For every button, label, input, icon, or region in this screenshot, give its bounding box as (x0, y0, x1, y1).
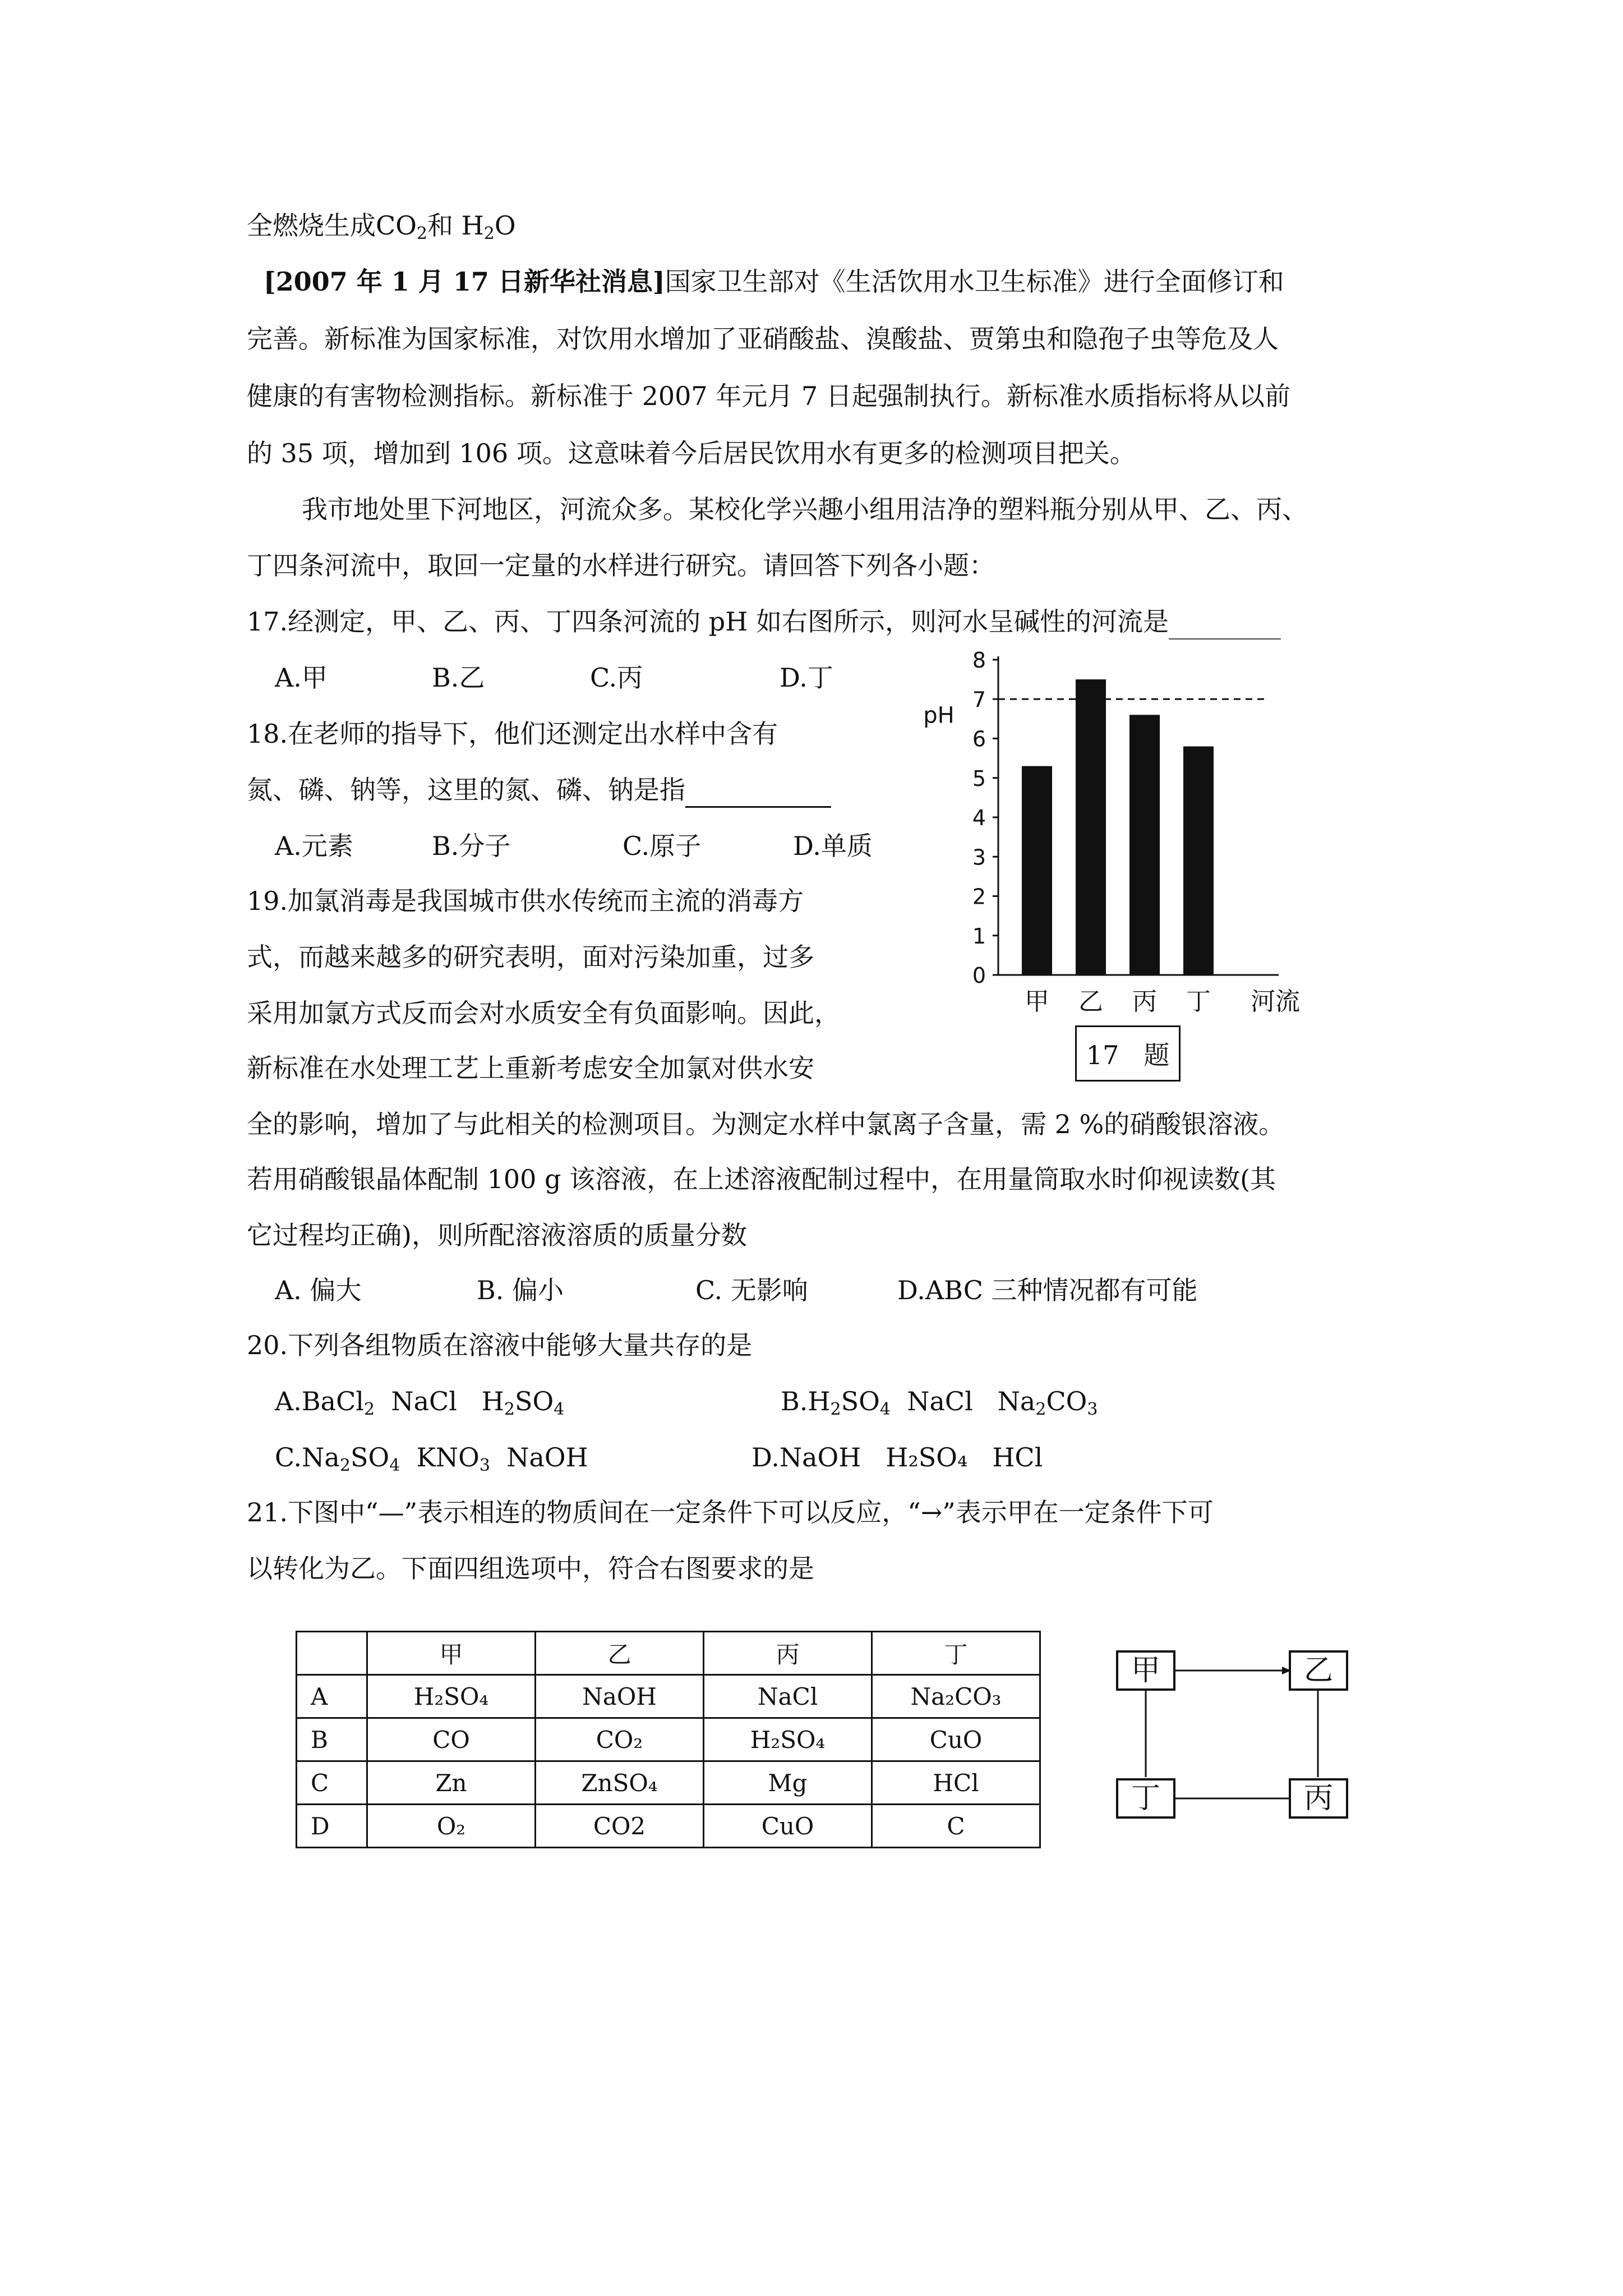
y-tick-label: 1 (972, 923, 986, 949)
q19-option-a: A. 偏大 (275, 1275, 362, 1305)
table-cell: C (297, 1761, 367, 1805)
q19-line-6: 若用硝酸银晶体配制 100 g 该溶液，在上述溶液配制过程中，在用量筒取水时仰视读数(其 (247, 1164, 1276, 1194)
q21-line-2: 以转化为乙。下面四组选项中，符合右图要求的是 (247, 1553, 814, 1584)
intro-line-0 (247, 208, 516, 243)
x-tick-label: 丙 (1132, 987, 1157, 1016)
news-line-3: 健康的有害物检测指标。新标准于 2007 年元月 7 日起强制执行。新标准水质指标将从以前 (247, 381, 1290, 411)
table-cell: CuO (704, 1805, 872, 1848)
y-tick-label: 8 (972, 648, 986, 673)
table-cell: O₂ (367, 1805, 536, 1848)
q20-stem: 20.下列各组物质在溶液中能够大量共存的是 (247, 1330, 753, 1360)
text-fragment: SO (514, 1386, 554, 1416)
table-header-cell: 丁 (872, 1632, 1040, 1675)
table-cell: B (297, 1718, 367, 1761)
q19-line-7: 它过程均正确)，则所配溶液溶质的质量分数 (247, 1220, 747, 1250)
answer-blank[interactable] (1169, 613, 1281, 639)
subscript: 2 (363, 1400, 375, 1419)
bar (1183, 747, 1214, 975)
text-fragment: NaCl H (375, 1386, 504, 1416)
y-tick-label: 0 (972, 963, 986, 988)
text-fragment: CO (376, 210, 417, 241)
text-fragment: CO (1046, 1386, 1087, 1416)
diagram-node-ding: 丁 (1116, 1778, 1175, 1819)
table-cell (297, 1632, 367, 1675)
subscript: 4 (554, 1400, 565, 1419)
q19-line-2: 式，而越来越多的研究表明，面对污染加重，过多 (247, 942, 814, 972)
table-cell: ZnSO₄ (536, 1761, 704, 1805)
text-fragment: C.Na (275, 1442, 340, 1473)
y-tick-label: 5 (972, 766, 986, 791)
diagram-node-jia: 甲 (1116, 1650, 1175, 1691)
news-line-4: 的 35 项，增加到 106 项。这意味着今后居民饮用水有更多的检测项目把关。 (247, 438, 1136, 468)
table-row (297, 1675, 1040, 1718)
text-fragment: O (494, 210, 516, 241)
text-fragment: SO (841, 1386, 880, 1416)
diagram-node-bing: 丙 (1289, 1778, 1348, 1819)
subscript: 4 (879, 1400, 891, 1419)
x-tick-label: 甲 (1025, 987, 1049, 1016)
q19-line-1: 19.加氯消毒是我国城市供水传统而主流的消毒方 (247, 886, 804, 916)
subscript: 3 (1087, 1400, 1098, 1419)
answer-blank[interactable] (685, 780, 831, 808)
table-cell: C (872, 1805, 1040, 1848)
q19-option-d: D.ABC 三种情况都有可能 (897, 1275, 1198, 1305)
options-table (296, 1631, 1041, 1848)
table-cell: CO2 (536, 1805, 704, 1848)
q19-line-4: 新标准在水处理工艺上重新考虑安全加氯对供水安 (247, 1053, 814, 1083)
diagram-node-yi: 乙 (1289, 1650, 1348, 1691)
q20-option-d: D.NaOH H₂SO₄ HCl (751, 1442, 1043, 1473)
para2-line-1: 我市地处里下河地区，河流众多。某校化学兴趣小组用洁净的塑料瓶分别从甲、乙、丙、 (302, 494, 1308, 524)
bar (1076, 679, 1106, 975)
table-cell: HCl (872, 1761, 1040, 1805)
table-header-cell: 乙 (536, 1632, 704, 1675)
y-tick-label: 3 (972, 845, 986, 870)
table-cell: Zn (367, 1761, 536, 1805)
table-cell: D (297, 1805, 367, 1848)
table-row (297, 1718, 1040, 1761)
subscript: 2 (483, 224, 495, 243)
table-header-cell: 甲 (367, 1632, 536, 1675)
q18-line-2 (247, 772, 831, 808)
y-tick-label: 7 (972, 687, 986, 712)
subscript: 3 (479, 1456, 490, 1475)
x-tick-label: 丁 (1186, 987, 1211, 1016)
q18-line-1: 18.在老师的指导下，他们还测定出水样中含有 (247, 719, 778, 749)
y-axis-label: pH (923, 702, 955, 729)
q17-option-c: C.丙 (590, 662, 643, 693)
q18-option-d: D.单质 (793, 831, 873, 861)
text-fragment: NaOH (490, 1442, 588, 1473)
q20-option-a (275, 1383, 564, 1419)
subscript: 4 (389, 1456, 400, 1475)
q17-option-d: D.丁 (780, 662, 833, 693)
subscript: 2 (339, 1456, 351, 1475)
y-tick-label: 4 (972, 806, 986, 830)
text-fragment: 氮、磷、钠等，这里的氮、磷、钠是指 (247, 775, 685, 805)
bar (1129, 715, 1160, 975)
news-line-1 (264, 264, 1284, 300)
text-fragment: 17.经测定，甲、乙、丙、丁四条河流的 pH 如右图所示，则河水呈碱性的河流是 (247, 606, 1169, 637)
text-fragment: 全燃烧生成 (247, 210, 376, 241)
q18-option-b: B.分子 (432, 831, 511, 861)
table-cell: NaCl (704, 1675, 872, 1718)
q21-line-1: 21.下图中“—”表示相连的物质间在一定条件下可以反应，“→”表示甲在一定条件下可 (247, 1497, 1214, 1527)
q17-stem (247, 604, 1281, 639)
subscript: 2 (416, 224, 428, 243)
table-row (297, 1761, 1040, 1805)
text-fragment: SO (350, 1442, 390, 1473)
para2-line-2: 丁四条河流中，取回一定量的水样进行研究。请回答下列各小题： (247, 550, 995, 581)
x-axis-label: 河流 (1251, 987, 1300, 1016)
text-fragment: B.H (781, 1386, 831, 1416)
y-tick-label: 6 (972, 726, 986, 752)
table-cell: CuO (872, 1718, 1040, 1761)
table-cell: CO₂ (536, 1718, 704, 1761)
q19-option-c: C. 无影响 (695, 1275, 808, 1305)
table-cell: Na₂CO₃ (872, 1675, 1040, 1718)
news-line-2: 完善。新标准为国家标准，对饮用水增加了亚硝酸盐、溴酸盐、贾第虫和隐孢子虫等危及人 (247, 324, 1279, 354)
text-fragment: A.BaCl (275, 1386, 364, 1416)
text-fragment: KNO (400, 1442, 479, 1473)
table-header-row (297, 1632, 1040, 1675)
subscript: 2 (830, 1400, 841, 1419)
table-cell: NaOH (536, 1675, 704, 1718)
table-cell: A (297, 1675, 367, 1718)
ph-bar-chart (920, 639, 1324, 1066)
q17-option-b: B.乙 (432, 662, 485, 693)
table-cell: H₂SO₄ (704, 1718, 872, 1761)
subscript: 2 (504, 1400, 515, 1419)
table-cell: CO (367, 1718, 536, 1761)
text-fragment: 和 H (427, 210, 484, 241)
q20-option-c (275, 1439, 588, 1475)
q19-line-3: 采用加氯方式反而会对水质安全有负面影响。因此， (247, 998, 840, 1028)
q19-line-5: 全的影响，增加了与此相关的检测项目。为测定水样中氯离子含量，需 2 %的硝酸银溶液。 (247, 1109, 1285, 1139)
q19-option-b: B. 偏小 (477, 1275, 564, 1305)
chart-caption: 17 题 (1075, 1025, 1181, 1082)
table-row (297, 1805, 1040, 1848)
table-cell: Mg (704, 1761, 872, 1805)
q18-option-a: A.元素 (275, 831, 353, 861)
q20-option-b (781, 1383, 1098, 1419)
q18-option-c: C.原子 (623, 831, 702, 861)
q17-option-a: A.甲 (275, 662, 328, 693)
bar (1022, 766, 1052, 975)
text-fragment: 国家卫生部对《生活饮用水卫生标准》进行全面修订和 (665, 266, 1284, 297)
news-tag: [2007 年 1 月 17 日新华社消息] (264, 266, 665, 297)
text-fragment: NaCl Na (890, 1386, 1036, 1416)
y-tick-label: 2 (972, 884, 986, 909)
subscript: 2 (1035, 1400, 1046, 1419)
x-tick-label: 乙 (1078, 987, 1103, 1016)
table-cell: H₂SO₄ (367, 1675, 536, 1718)
table-header-cell: 丙 (704, 1632, 872, 1675)
